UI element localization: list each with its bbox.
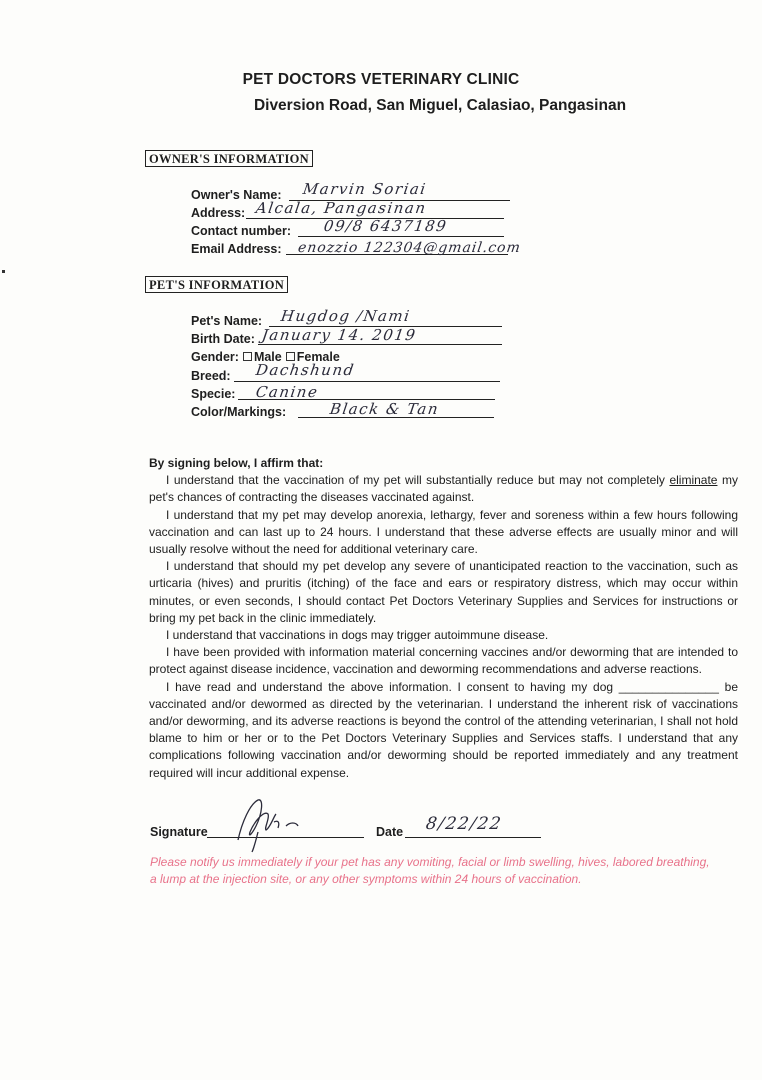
female-option-label: Female xyxy=(296,350,340,364)
birth-date-line xyxy=(258,344,502,345)
clinic-name: PET DOCTORS VETERINARY CLINIC xyxy=(242,71,520,88)
scan-speck xyxy=(2,270,5,273)
clinic-address: Diversion Road, San Miguel, Calasiao, Pangasinan xyxy=(253,97,627,114)
affirmation-text xyxy=(149,455,738,782)
owner-contact-label: Contact number: xyxy=(191,224,291,238)
birth-date-label: Birth Date: xyxy=(191,332,255,346)
affirmation-paragraph-6: I have read and understand the above information. I consent to having my dog _______________ be vaccinated and/or dewormed as directed by the veterinarian. I understand the inherent risk of vaccinations and/or deworming, and its adverse reactions is beyond the control of the attending veterinarian, I shall not hold blame to him or her or to the Pet Doctors Veterinary Supplies and Services staffs. I understand that any complications following vaccination and/or deworming should be reported immediately and any treatment required will incur additional expense. xyxy=(149,679,738,780)
pet-name-label: Pet's Name: xyxy=(191,314,263,328)
specie-label: Specie: xyxy=(191,387,236,401)
specie-value: Canine xyxy=(254,383,320,401)
affirmation-paragraph-4: I understand that vaccinations in dogs may trigger autoimmune disease. xyxy=(166,628,549,643)
owner-email-value: enozzio 122304@gmail.com xyxy=(296,240,522,256)
pet-section-heading: PET'S INFORMATION xyxy=(145,276,288,293)
affirmation-paragraph-3: I understand that should my pet develop any severe of unanticipated reaction to the vaccination, such as urticaria (hives) and pruritis (itching) of the face and ears or respiratory distress, which may occur within minutes, or even seconds, I should contact Pet Doctors Veterinary Supplies and Services for instructions or bring my pet back in the clinic immediately. xyxy=(149,559,738,625)
owner-name-value: Marvin Soriai xyxy=(301,180,428,198)
date-label: Date xyxy=(376,825,404,839)
owner-email-label: Email Address: xyxy=(191,242,282,256)
date-line xyxy=(405,837,541,838)
color-markings-label: Color/Markings: xyxy=(191,405,287,419)
affirmation-paragraph-1 xyxy=(149,472,738,506)
footer-warning-note: Please notify us immediately if your pet has any vomiting, facial or limb swelling, hives, labored breathing, a lump at the injection site, or any other symptoms within 24 hours of vaccination. xyxy=(150,855,710,886)
p1-underlined-word: eliminate xyxy=(669,473,718,488)
breed-value: Dachshund xyxy=(254,361,357,379)
breed-line xyxy=(234,381,500,382)
female-checkbox[interactable] xyxy=(286,352,295,361)
breed-label: Breed: xyxy=(191,369,231,383)
gender-label: Gender: xyxy=(191,350,239,364)
birth-date-value: January 14. 2019 xyxy=(260,326,418,344)
color-markings-value: Black & Tan xyxy=(328,400,441,418)
owner-name-label: Owner's Name: xyxy=(191,188,282,202)
owner-section-heading: OWNER'S INFORMATION xyxy=(145,150,313,167)
date-value: 8/22/22 xyxy=(424,814,504,834)
affirmation-heading: By signing below, I affirm that: xyxy=(149,456,324,470)
owner-contact-value: 09/8 6437189 xyxy=(322,217,449,235)
male-option-label: Male xyxy=(253,350,282,364)
affirmation-paragraph-5: I have been provided with information material concerning vaccines and/or deworming that are intended to protect against disease incidence, vaccination and deworming recommendations and adverse reactions. xyxy=(149,645,738,677)
owner-address-value: Alcala, Pangasinan xyxy=(254,199,428,217)
p1-text-a: I understand that the vaccination of my pet will substantially reduce but may not completely xyxy=(166,473,670,488)
pet-name-value: Hugdog /Nami xyxy=(279,307,412,325)
owner-address-label: Address: xyxy=(191,206,246,220)
affirmation-paragraph-2: I understand that my pet may develop anorexia, lethargy, fever and soreness within a few hours following vaccination and can last up to 24 hours. I understand that these adverse effects are usually minor and will usually resolve without the need for additional veterinary care. xyxy=(149,507,738,557)
p1-text-b: my pet's chances of contracting the diseases vaccinated against. xyxy=(149,473,738,505)
male-checkbox[interactable] xyxy=(243,352,252,361)
owner-contact-line xyxy=(298,236,504,237)
signature-label: Signature xyxy=(150,825,208,839)
signature-scribble xyxy=(228,792,308,854)
